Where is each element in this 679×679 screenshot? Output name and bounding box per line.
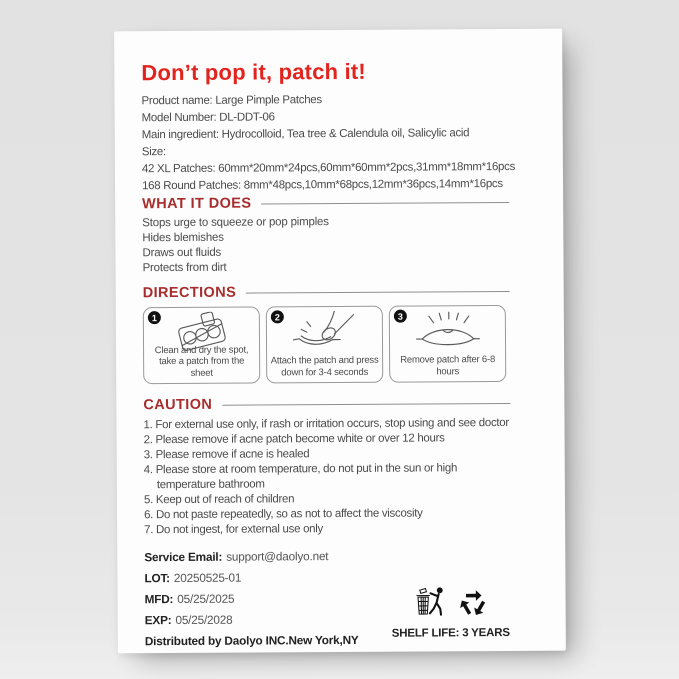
exp-label: EXP: <box>144 613 172 628</box>
xl-patches-line: 42 XL Patches: 60mm*20mm*24pcs,60mm*60mm*2pcs,31mm*18mm*16pcs <box>141 160 516 176</box>
directions-title: DIRECTIONS <box>142 284 237 302</box>
model-number-line: Model Number: DL-DDT-06 <box>141 111 275 125</box>
list-item: Stops urge to squeeze or pop pimples <box>142 216 329 230</box>
step-1-number-badge: 1 <box>148 311 161 324</box>
footer-icons <box>386 586 516 625</box>
step-3-number-badge: 3 <box>394 310 407 323</box>
list-item: Draws out fluids <box>142 246 222 260</box>
list-item: 4. Please store at room temperature, do not put in the sun or high temperature bathroom <box>143 462 458 492</box>
step-2-number-badge: 2 <box>271 310 284 323</box>
heading-rule <box>246 291 510 294</box>
product-name-line: Product name: Large Pimple Patches <box>141 94 322 108</box>
lot-value: 20250525-01 <box>173 570 242 586</box>
list-item: 3. Please remove if acne is healed <box>143 448 310 462</box>
mfd-value: 05/25/2025 <box>177 591 235 606</box>
product-label-card <box>114 29 566 654</box>
service-email-label: Service Email: <box>144 549 223 565</box>
caution-title: CAUTION <box>143 396 213 414</box>
service-email-line <box>144 545 511 568</box>
list-item: Protects from dirt <box>142 261 227 275</box>
list-item: 5. Keep out of reach of children <box>143 493 295 507</box>
step-3-box <box>389 305 506 383</box>
step-3-caption: Remove patch after 6-8 hours <box>400 354 496 377</box>
label-content <box>114 29 566 654</box>
main-ingredient-line: Main ingredient: Hydrocolloid, Tea tree & Calendula oil, Salicylic acid <box>141 127 470 142</box>
what-it-does-list <box>142 214 509 276</box>
service-email-value: support@daolyo.net <box>226 549 329 564</box>
step-2-box <box>266 306 383 384</box>
tidy-man-icon <box>413 583 447 624</box>
page-title: Don’t pop it, patch it! <box>141 58 366 86</box>
caution-heading <box>143 394 510 414</box>
step-1-caption: Clean and dry the spot, take a patch from the sheet <box>154 344 249 379</box>
heading-rule <box>261 202 509 205</box>
what-it-does-heading <box>142 193 509 213</box>
exp-value: 05/25/2028 <box>175 612 233 628</box>
list-item: 7. Do not ingest, for external use only <box>144 523 323 537</box>
round-patches-line: 168 Round Patches: 8mm*48pcs,10mm*68pcs,12mm*36pcs,14mm*16pcs <box>142 178 503 193</box>
list-item: 2. Please remove if acne patch become white or over 12 hours <box>143 432 445 447</box>
directions-heading <box>143 282 510 302</box>
footer-right-block <box>386 586 516 640</box>
distributor-line: Distributed by Daolyo INC.New York,NY <box>144 632 359 649</box>
peel-patch-icon <box>390 310 505 351</box>
recycle-icon <box>457 588 488 624</box>
size-line: Size: <box>141 146 166 159</box>
directions-steps <box>143 305 510 384</box>
list-item: 6. Do not paste repeatedly, so as not to affect the viscosity <box>144 507 423 522</box>
list-item: Hides blemishes <box>142 231 224 245</box>
caution-list <box>143 416 511 538</box>
heading-rule <box>222 403 510 406</box>
lot-label: LOT: <box>144 571 170 586</box>
finger-press-icon <box>267 311 382 352</box>
list-item: 1. For external use only, if rash or irritation occurs, stop using and see doctor <box>143 416 509 432</box>
product-info-block <box>141 91 516 195</box>
step-2-caption: Attach the patch and press down for 3-4 seconds <box>270 354 379 378</box>
what-it-does-title: WHAT IT DOES <box>142 195 252 213</box>
step-1-box <box>143 306 260 384</box>
mfd-label: MFD: <box>144 592 174 607</box>
shelf-life-text: SHELF LIFE: 3 YEARS <box>391 626 510 640</box>
